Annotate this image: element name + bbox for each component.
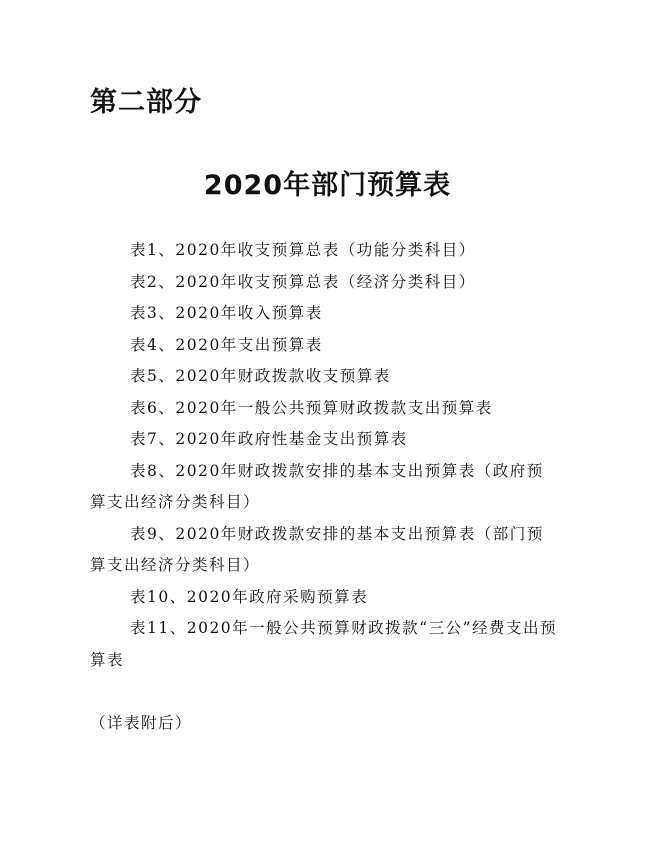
table-list-item (90, 361, 560, 393)
table-list-item-text: 表11、2020年一般公共预算财政拨款“三公”经费支出预算表 (90, 619, 558, 669)
table-list-item-text: 表4、2020年支出预算表 (130, 335, 323, 354)
table-list (90, 235, 560, 676)
table-list-item (90, 235, 560, 267)
table-list-item-text: 表6、2020年一般公共预算财政拨款支出预算表 (130, 398, 493, 417)
table-list-item (90, 267, 560, 299)
table-list-item (90, 393, 560, 425)
table-list-item-text: 表7、2020年政府性基金支出预算表 (130, 430, 408, 448)
table-list-item (90, 582, 560, 614)
table-list-item-text: 表8、2020年财政拨款安排的基本支出预算表（政府预算支出经济分类科目） (90, 461, 544, 511)
table-list-item (90, 613, 560, 676)
table-list-item-text: 表1、2020年收支预算总表（功能分类科目） (130, 241, 476, 259)
table-list-item (90, 424, 560, 456)
table-list-item-text: 表3、2020年收入预算表 (130, 304, 323, 322)
table-list-item-text: 表10、2020年政府采购预算表 (130, 587, 369, 606)
part-heading: 第二部分 (90, 87, 202, 118)
table-list-item (90, 519, 560, 582)
table-list-item-text: 表2、2020年收支预算总表（经济分类科目） (130, 272, 476, 291)
document-title: 2020年部门预算表 (203, 170, 452, 201)
table-list-item-text: 表5、2020年财政拨款收支预算表 (130, 367, 391, 385)
table-list-item (90, 330, 560, 362)
table-list-item-text: 表9、2020年财政拨款安排的基本支出预算表（部门预算支出经济分类科目） (90, 524, 544, 574)
table-list-item (90, 456, 560, 519)
table-list-item (90, 298, 560, 330)
footnote: （详表附后） (90, 714, 193, 732)
